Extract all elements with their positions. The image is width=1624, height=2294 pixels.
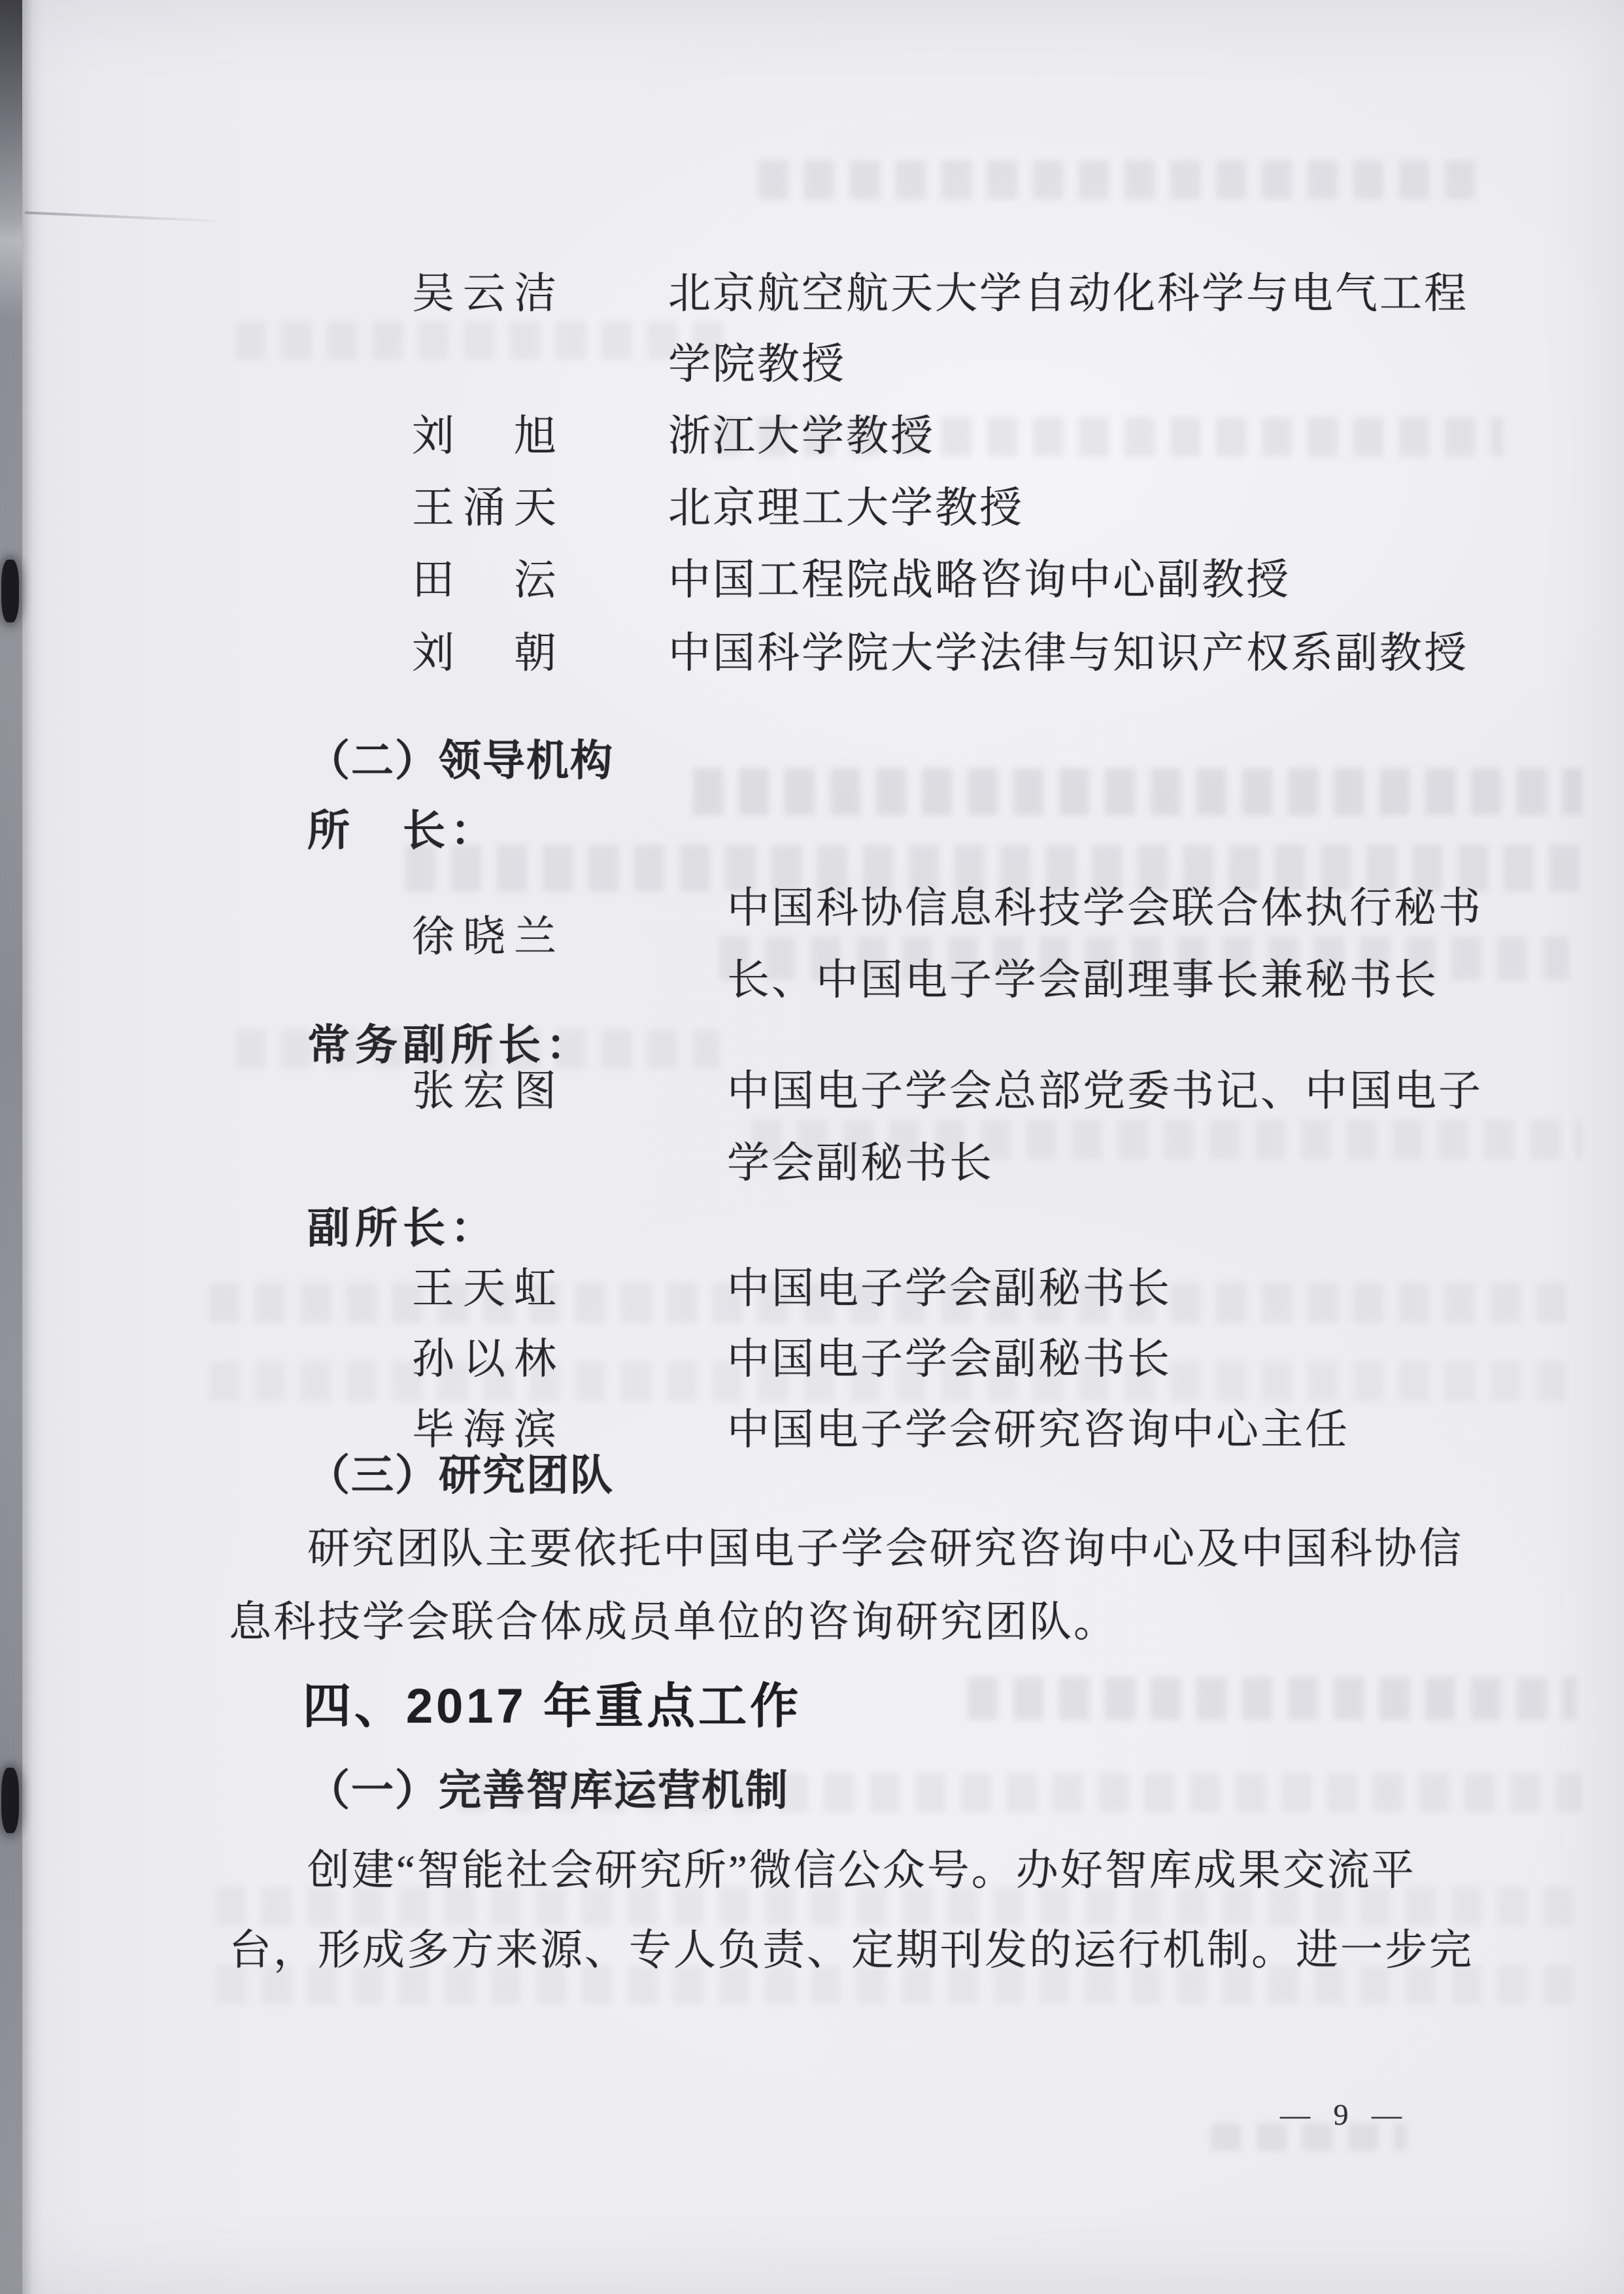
expert-name: 田 沄 <box>412 556 566 604</box>
expert-affiliation-line: 学院教授 <box>668 341 847 388</box>
paragraph-line: 台，形成多方来源、专人负责、定期刊发的运行机制。进一步完 <box>229 1927 1474 1974</box>
bleedthrough-ghost <box>968 1677 1576 1720</box>
bleedthrough-ghost <box>235 322 739 360</box>
section-heading: （二）领导机构 <box>307 737 615 785</box>
expert-affiliation-line: 北京理工大学教授 <box>668 484 1024 532</box>
bleedthrough-ghost <box>693 768 1582 815</box>
chapter-heading: 四、2017 年重点工作 <box>303 1679 802 1733</box>
expert-affiliation-line: 中国工程院战略咨询中心副教授 <box>668 556 1291 604</box>
staple-shadow <box>1 1768 19 1833</box>
member-name: 毕海滨 <box>412 1406 566 1454</box>
bleedthrough-ghost <box>758 160 1484 199</box>
paper-crease <box>25 211 228 223</box>
expert-name: 刘 旭 <box>412 413 566 460</box>
role-label-deputy: 副所长： <box>307 1205 499 1253</box>
section-heading: （三）研究团队 <box>307 1452 615 1500</box>
member-affiliation-line: 中国科协信息科技学会联合体执行秘书 <box>727 885 1483 932</box>
role-label-executive-deputy: 常务副所长： <box>307 1022 594 1070</box>
member-affiliation-line: 中国电子学会副秘书长 <box>727 1265 1172 1313</box>
member-name: 孙以林 <box>412 1336 566 1383</box>
member-name: 徐晓兰 <box>412 913 566 961</box>
expert-name: 王涌天 <box>412 484 566 532</box>
staple-shadow <box>1 560 19 622</box>
paper-edge <box>22 0 42 2294</box>
member-name: 王天虹 <box>412 1265 566 1313</box>
expert-affiliation-line: 北京航空航天大学自动化科学与电气工程 <box>668 270 1469 318</box>
expert-name: 刘 朝 <box>412 630 566 677</box>
scan-edge-shadow <box>0 0 22 2294</box>
role-label-director: 所 长： <box>307 807 499 855</box>
expert-name: 吴云洁 <box>412 270 566 318</box>
member-affiliation-line: 学会副秘书长 <box>727 1139 994 1187</box>
paragraph-line: 研究团队主要依托中国电子学会研究咨询中心及中国科协信 <box>307 1525 1464 1573</box>
page-number: — 9 — <box>1280 2098 1410 2131</box>
paragraph-line: 息科技学会联合体成员单位的咨询研究团队。 <box>229 1598 1119 1646</box>
paragraph-line: 创建“智能社会研究所”微信公众号。办好智库成果交流平 <box>307 1847 1416 1895</box>
member-affiliation-line: 中国电子学会研究咨询中心主任 <box>727 1406 1350 1454</box>
member-affiliation-line: 中国电子学会总部党委书记、中国电子 <box>727 1068 1483 1115</box>
expert-affiliation-line: 浙江大学教授 <box>668 413 936 460</box>
section-heading: （一）完善智库运营机制 <box>307 1767 790 1815</box>
member-affiliation-line: 中国电子学会副秘书长 <box>727 1336 1172 1383</box>
expert-affiliation-line: 中国科学院大学法律与知识产权系副教授 <box>668 630 1469 677</box>
member-name: 张宏图 <box>412 1068 566 1115</box>
member-affiliation-line: 长、中国电子学会副理事长兼秘书长 <box>727 956 1439 1004</box>
